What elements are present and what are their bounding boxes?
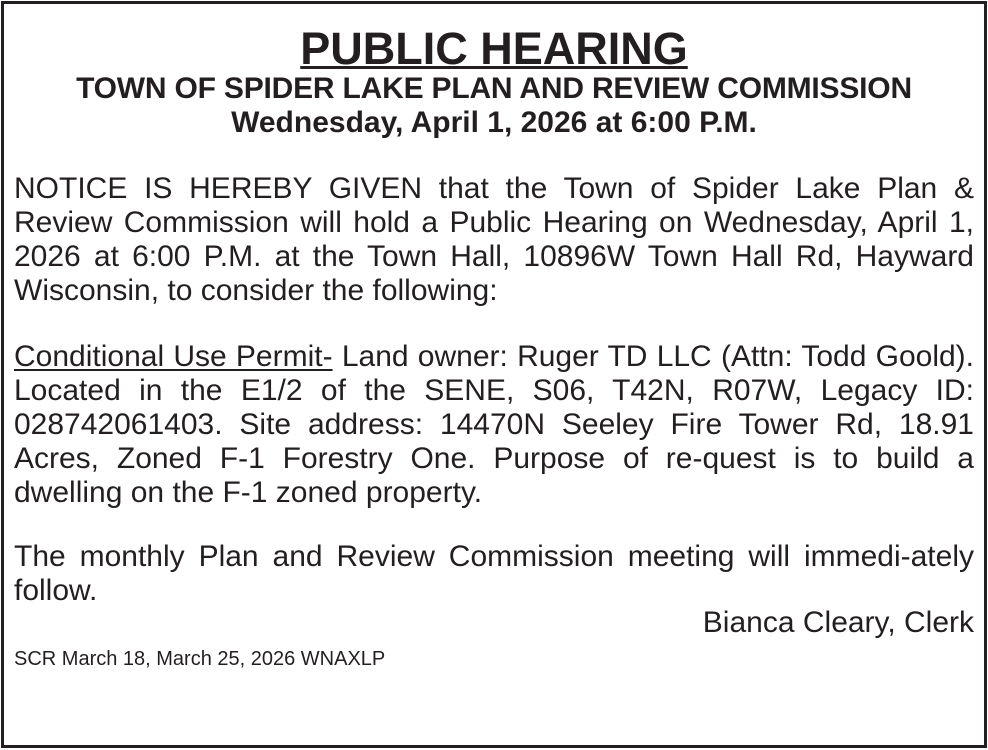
permit-paragraph xyxy=(14,340,974,510)
permit-details: Land owner: Ruger TD LLC (Attn: Todd Goold). Located in the E1/2 of the SENE, S06, T42N, R07W, Legacy ID: 028742061403. Site address: 14470N Seeley Fire Tower Rd, 18.91 Acres, Zoned F-1 Forestry One. Purpose of re-quest is to build a dwelling on the F-1 zoned property. xyxy=(14,340,975,509)
notice-paragraph: NOTICE IS HEREBY GIVEN that the Town of Spider Lake Plan & Review Commission will hold a Public Hearing on Wednesday, April 1, 2026 at 6:00 P.M. at the Town Hall, 10896W Town Hall Rd, Hayward Wisconsin, to consider the following: xyxy=(14,172,974,307)
public-notice xyxy=(1,1,987,748)
meeting-paragraph: The monthly Plan and Review Commission meeting will immedi-ately follow. xyxy=(14,540,974,607)
notice-subtitle: TOWN OF SPIDER LAKE PLAN AND REVIEW COMMISSION xyxy=(76,72,912,105)
notice-title: PUBLIC HEARING xyxy=(300,23,688,74)
publication-footer: SCR March 18, March 25, 2026 WNAXLP xyxy=(14,648,386,670)
hearing-date: Wednesday, April 1, 2026 at 6:00 P.M. xyxy=(231,106,757,139)
clerk-signature: Bianca Cleary, Clerk xyxy=(702,606,974,639)
permit-heading: Conditional Use Permit- xyxy=(14,340,333,373)
